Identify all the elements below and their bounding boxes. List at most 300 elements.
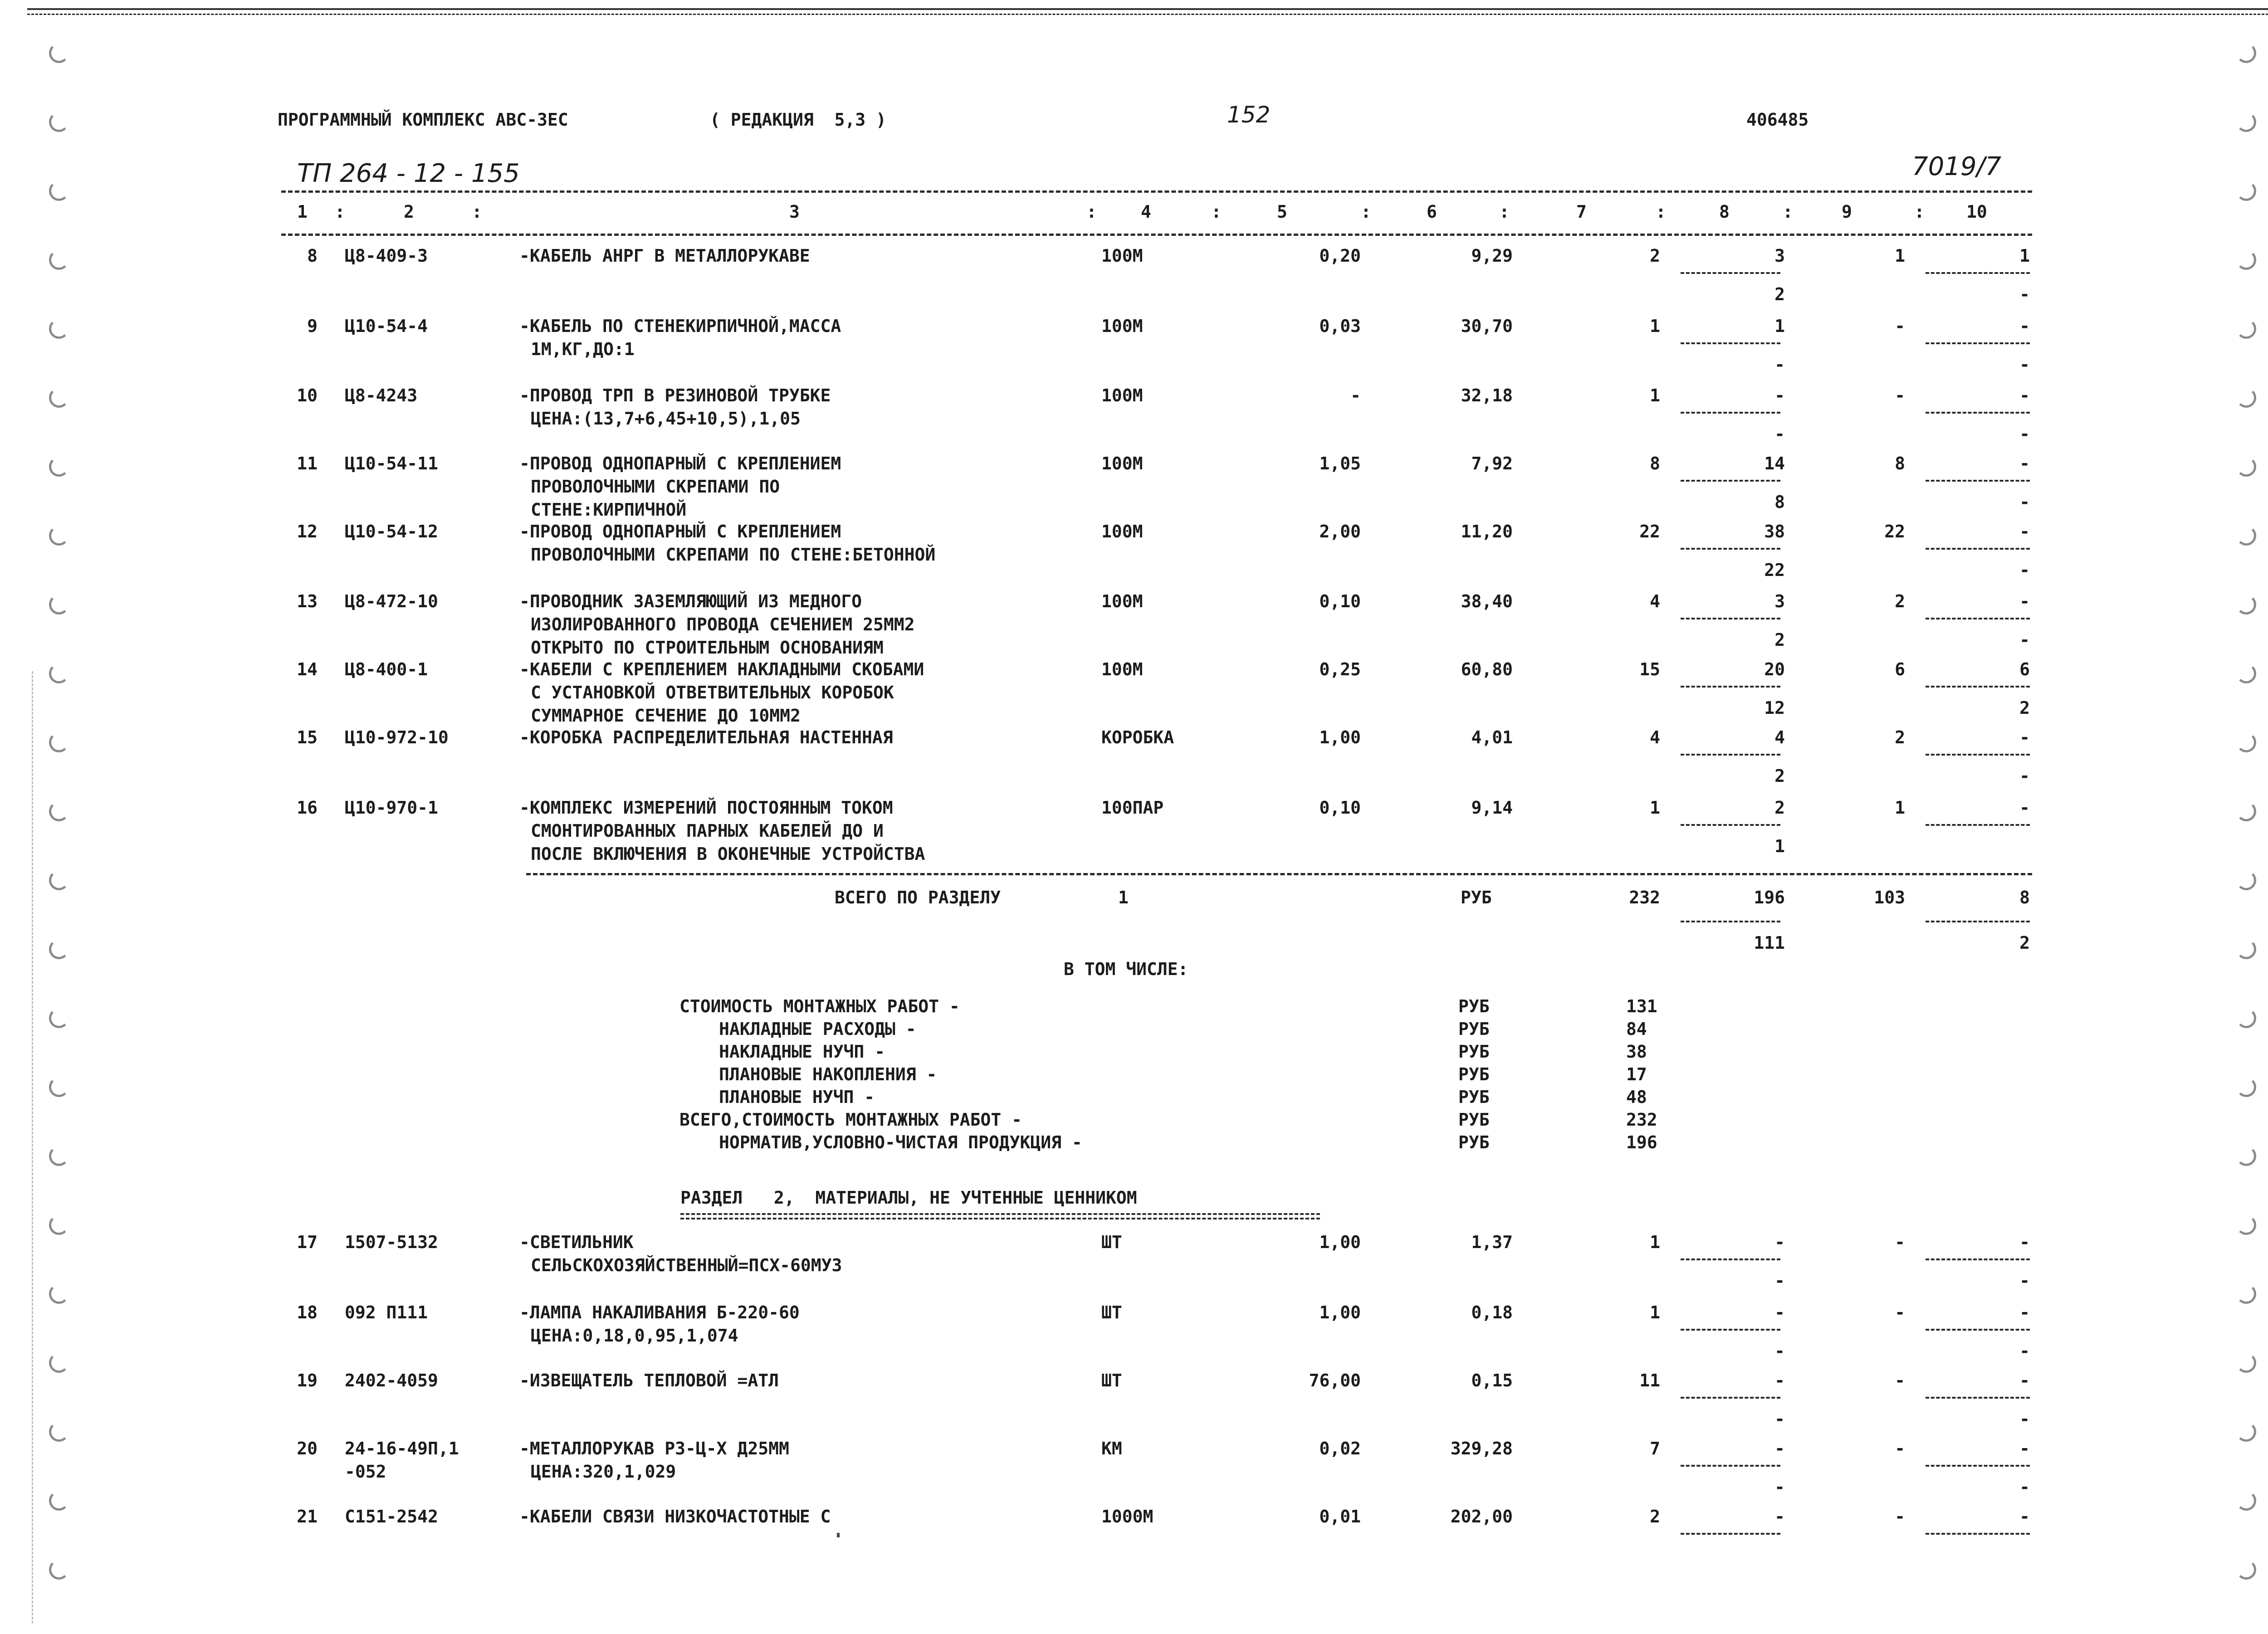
row-col10-sub: -: [2019, 284, 2030, 304]
row-description: -КАБЕЛИ СВЯЗИ НИЗКОЧАСТОТНЫЕ С: [519, 1507, 831, 1527]
row-col8-sub: -: [1774, 1477, 1785, 1497]
col10-divider: [1926, 618, 2030, 619]
col10-divider: [1926, 686, 2030, 688]
left-margin-line: [32, 671, 33, 1624]
row-code: Ц8-472-10: [345, 591, 438, 611]
row-code: Ц8-409-3: [345, 246, 428, 266]
row-col7: 11: [1639, 1371, 1660, 1390]
row-code: Ц8-4243: [345, 385, 418, 405]
tractor-hole: [49, 181, 69, 201]
summary-value: 17: [1626, 1064, 1647, 1084]
col10-divider: [1926, 1329, 2030, 1331]
section2-title: РАЗДЕЛ 2, МАТЕРИАЛЫ, НЕ УЧТЕННЫЕ ЦЕННИКОМ: [680, 1188, 1137, 1208]
tractor-hole: [2236, 1215, 2256, 1235]
summary-value: 196: [1626, 1132, 1657, 1152]
column-number: 9: [1842, 202, 1852, 222]
row-description: ЦЕНА:(13,7+6,45+10,5),1,05: [531, 409, 801, 429]
tractor-hole: [49, 1560, 69, 1580]
row-price: 60,80: [1461, 659, 1513, 679]
tractor-hole: [49, 319, 69, 339]
row-code: С151-2542: [345, 1507, 438, 1527]
row-quantity: 0,01: [1319, 1507, 1361, 1527]
row-number: 14: [297, 659, 318, 679]
row-col10: -: [2019, 385, 2030, 405]
row-quantity: 0,25: [1319, 659, 1361, 679]
row-code: Ц10-972-10: [345, 727, 449, 747]
total-col9: 103: [1874, 888, 1905, 907]
row-code: Ц10-970-1: [345, 798, 438, 818]
col8-divider: [1681, 1465, 1780, 1467]
row-quantity: 2,00: [1319, 522, 1361, 541]
row-quantity: 1,05: [1319, 454, 1361, 473]
row-col10-sub: -: [2019, 630, 2030, 650]
row-description: -ПРОВОДНИК ЗАЗЕМЛЯЮЩИЙ ИЗ МЕДНОГО: [519, 591, 862, 611]
row-col8-sub: 1: [1774, 836, 1785, 856]
column-number: 4: [1141, 202, 1151, 222]
summary-label: НАКЛАДНЫЕ НУЧП -: [719, 1042, 885, 1062]
row-col9: -: [1895, 316, 1905, 336]
row-quantity: 0,03: [1319, 316, 1361, 336]
tractor-hole: [49, 526, 69, 546]
row-col8-sub: 2: [1774, 630, 1785, 650]
col8-divider: [1681, 1397, 1780, 1399]
column-number: 3: [789, 202, 800, 222]
row-col9: 2: [1895, 727, 1905, 747]
row-number: 20: [297, 1439, 318, 1458]
row-unit: 1000М: [1101, 1507, 1154, 1527]
row-col9: 22: [1884, 522, 1905, 541]
row-number: 8: [307, 246, 318, 266]
pencil-mark: [837, 1533, 840, 1537]
row-col8: 14: [1764, 454, 1785, 473]
row-price: 38,40: [1461, 591, 1513, 611]
row-col7: 22: [1639, 522, 1660, 541]
tractor-hole: [2236, 112, 2256, 132]
row-col10: -: [2019, 798, 2030, 818]
row-col10-sub: -: [2019, 1409, 2030, 1429]
tractor-hole: [2236, 1422, 2256, 1442]
row-col8: -: [1774, 385, 1785, 405]
row-description: ПРОВОЛОЧНЫМИ СКРЕПАМИ ПО: [531, 477, 780, 497]
row-col9: 1: [1895, 798, 1905, 818]
row-col10: -: [2019, 316, 2030, 336]
row-unit: ШТ: [1101, 1302, 1122, 1322]
row-col10-sub: -: [2019, 1477, 2030, 1497]
col8-divider: [1681, 686, 1780, 688]
row-quantity: 0,10: [1319, 591, 1361, 611]
row-unit: 100М: [1101, 522, 1143, 541]
total-unit: РУБ: [1461, 888, 1492, 907]
row-col7: 1: [1650, 798, 1660, 818]
header-rule-bottom: [281, 234, 2032, 236]
tractor-hole: [2236, 801, 2256, 821]
col10-divider: [1926, 342, 2030, 344]
row-number: 17: [297, 1232, 318, 1252]
project-code: ТП 264 - 12 - 155: [297, 159, 520, 188]
tractor-hole: [2236, 595, 2256, 615]
tractor-hole: [2236, 732, 2256, 752]
row-col9: -: [1895, 1439, 1905, 1458]
row-quantity: 1,00: [1319, 1302, 1361, 1322]
row-col9: 2: [1895, 591, 1905, 611]
document-id: 406485: [1746, 110, 1809, 130]
row-description: ИЗОЛИРОВАННОГО ПРОВОДА СЕЧЕНИЕМ 25ММ2: [531, 615, 915, 634]
summary-value: 84: [1626, 1019, 1647, 1039]
row-col8: 38: [1764, 522, 1785, 541]
tractor-hole: [2236, 250, 2256, 270]
paper-top-perforation: [27, 14, 2268, 15]
row-description: -СВЕТИЛЬНИК: [519, 1232, 634, 1252]
col10-divider: [1926, 272, 2030, 274]
tractor-hole: [2236, 1560, 2256, 1580]
row-description: ПРОВОЛОЧНЫМИ СКРЕПАМИ ПО СТЕНЕ:БЕТОННОЙ: [531, 545, 936, 565]
tractor-hole: [2236, 457, 2256, 477]
row-col8: -: [1774, 1507, 1785, 1527]
row-col10: -: [2019, 591, 2030, 611]
row-col10-sub: -: [2019, 492, 2030, 512]
row-description: 1М,КГ,ДО:1: [531, 339, 635, 359]
row-description: -МЕТАЛЛОРУКАВ РЗ-Ц-Х Д25ММ: [519, 1439, 789, 1458]
row-description: -КОМПЛЕКС ИЗМЕРЕНИЙ ПОСТОЯННЫМ ТОКОМ: [519, 798, 893, 818]
row-description: СЕЛЬСКОХОЗЯЙСТВЕННЫЙ=ПСХ-60МУЗ: [531, 1255, 842, 1275]
row-number: 19: [297, 1371, 318, 1390]
row-number: 9: [307, 316, 318, 336]
row-col10-sub: -: [2019, 424, 2030, 444]
total-col10-divider: [1926, 921, 2030, 922]
row-col7: 8: [1650, 454, 1660, 473]
col10-divider: [1926, 824, 2030, 826]
row-code: Ц10-54-11: [345, 454, 438, 473]
total-col8: 196: [1754, 888, 1785, 907]
total-num: 1: [1118, 888, 1129, 907]
row-col7: 4: [1650, 727, 1660, 747]
row-col8: 1: [1774, 316, 1785, 336]
row-description: СТЕНЕ:КИРПИЧНОЙ: [531, 500, 687, 520]
tractor-hole: [2236, 870, 2256, 890]
row-col10: -: [2019, 522, 2030, 541]
col8-divider: [1681, 1258, 1780, 1260]
row-code: Ц8-400-1: [345, 659, 428, 679]
tractor-hole: [49, 595, 69, 615]
row-col9: 8: [1895, 454, 1905, 473]
summary-unit: РУБ: [1458, 996, 1490, 1016]
col8-divider: [1681, 342, 1780, 344]
column-separator: :: [1086, 202, 1097, 222]
row-description: -КАБЕЛИ С КРЕПЛЕНИЕМ НАКЛАДНЫМИ СКОБАМИ: [519, 659, 924, 679]
col8-divider: [1681, 548, 1780, 550]
row-description: ЦЕНА:320,1,029: [531, 1462, 676, 1482]
tractor-hole: [49, 1077, 69, 1097]
tractor-hole: [2236, 388, 2256, 408]
tractor-hole: [49, 43, 69, 63]
row-description: С УСТАНОВКОЙ ОТВЕТВИТЕЛЬНЫХ КОРОБОК: [531, 683, 894, 702]
col10-divider: [1926, 754, 2030, 756]
row-price: 30,70: [1461, 316, 1513, 336]
col8-divider: [1681, 412, 1780, 414]
row-description: СУММАРНОЕ СЕЧЕНИЕ ДО 10ММ2: [531, 706, 801, 726]
column-separator: :: [472, 202, 482, 222]
col8-divider: [1681, 618, 1780, 619]
row-number: 15: [297, 727, 318, 747]
section2-underline: [680, 1213, 1320, 1219]
row-code: 24-16-49П,1: [345, 1439, 459, 1458]
row-unit: КОРОБКА: [1101, 727, 1174, 747]
row-col10-sub: -: [2019, 355, 2030, 375]
row-col7: 1: [1650, 1232, 1660, 1252]
row-col8-sub: -: [1774, 424, 1785, 444]
row-price: 0,15: [1471, 1371, 1513, 1390]
row-unit: 100М: [1101, 246, 1143, 266]
row-col8: -: [1774, 1439, 1785, 1458]
column-number: 7: [1576, 202, 1587, 222]
row-col10: -: [2019, 1439, 2030, 1458]
edition-label: ( РЕДАКЦИЯ 5,3 ): [710, 110, 886, 130]
row-number: 21: [297, 1507, 318, 1527]
row-col9: -: [1895, 385, 1905, 405]
row-col10-sub: -: [2019, 1341, 2030, 1361]
row-quantity: 76,00: [1309, 1371, 1361, 1390]
sheet-reference: 7019/7: [1912, 152, 2002, 181]
row-col7: 4: [1650, 591, 1660, 611]
row-price: 202,00: [1450, 1507, 1513, 1527]
row-price: 1,37: [1471, 1232, 1513, 1252]
row-price: 32,18: [1461, 385, 1513, 405]
row-price: 0,18: [1471, 1302, 1513, 1322]
col8-divider: [1681, 1533, 1780, 1535]
tractor-hole: [2236, 319, 2256, 339]
row-col10-sub: -: [2019, 560, 2030, 580]
col10-divider: [1926, 480, 2030, 482]
row-quantity: 0,02: [1319, 1439, 1361, 1458]
row-col10: -: [2019, 1371, 2030, 1390]
row-number: 16: [297, 798, 318, 818]
row-description: -ПРОВОД ОДНОПАРНЫЙ С КРЕПЛЕНИЕМ: [519, 454, 841, 473]
row-price: 329,28: [1450, 1439, 1513, 1458]
summary-unit: РУБ: [1458, 1087, 1490, 1107]
summary-label: ВСЕГО,СТОИМОСТЬ МОНТАЖНЫХ РАБОТ -: [679, 1110, 1022, 1130]
tractor-hole: [2236, 43, 2256, 63]
row-col8: 2: [1774, 798, 1785, 818]
column-separator: :: [1211, 202, 1222, 222]
row-description: -КАБЕЛЬ ПО СТЕНЕКИРПИЧНОЙ,МАССА: [519, 316, 841, 336]
col8-divider: [1681, 1329, 1780, 1331]
row-col10-sub: -: [2019, 766, 2030, 786]
row-number: 12: [297, 522, 318, 541]
tractor-hole: [2236, 1146, 2256, 1166]
program-title: ПРОГРАММНЫЙ КОМПЛЕКС АВС-ЗЕС: [278, 110, 568, 130]
row-quantity: -: [1350, 385, 1361, 405]
summary-unit: РУБ: [1458, 1132, 1490, 1152]
row-col7: 1: [1650, 385, 1660, 405]
header-rule-top: [281, 190, 2032, 193]
row-price: 9,29: [1471, 246, 1513, 266]
row-col10: -: [2019, 727, 2030, 747]
tractor-hole: [49, 1284, 69, 1304]
summary-unit: РУБ: [1458, 1110, 1490, 1130]
tractor-hole: [2236, 663, 2256, 683]
row-description: ПОСЛЕ ВКЛЮЧЕНИЯ В ОКОНЕЧНЫЕ УСТРОЙСТВА: [531, 844, 925, 864]
including-label: В ТОМ ЧИСЛЕ:: [1064, 959, 1188, 979]
column-number: 1: [297, 202, 308, 222]
summary-label: ПЛАНОВЫЕ НАКОПЛЕНИЯ -: [719, 1064, 937, 1084]
col10-divider: [1926, 1397, 2030, 1399]
tractor-hole: [49, 1422, 69, 1442]
row-unit: 100ПАР: [1101, 798, 1164, 818]
row-price: 7,92: [1471, 454, 1513, 473]
row-col10-sub: -: [2019, 1271, 2030, 1291]
row-quantity: 1,00: [1319, 1232, 1361, 1252]
row-col9: -: [1895, 1302, 1905, 1322]
row-unit: КМ: [1101, 1439, 1122, 1458]
row-col8-sub: 8: [1774, 492, 1785, 512]
col10-divider: [1926, 1258, 2030, 1260]
tractor-hole: [2236, 1284, 2256, 1304]
row-col10: -: [2019, 1302, 2030, 1322]
row-col7: 1: [1650, 316, 1660, 336]
tractor-hole: [49, 939, 69, 959]
row-col7: 2: [1650, 246, 1660, 266]
summary-unit: РУБ: [1458, 1064, 1490, 1084]
col10-divider: [1926, 548, 2030, 550]
row-col10-sub: 2: [2019, 698, 2030, 718]
summary-value: 38: [1626, 1042, 1647, 1062]
row-col8: -: [1774, 1371, 1785, 1390]
row-description: -ПРОВОД ТРП В РЕЗИНОВОЙ ТРУБКЕ: [519, 385, 831, 405]
row-description: -КОРОБКА РАСПРЕДЕЛИТЕЛЬНАЯ НАСТЕННАЯ: [519, 727, 893, 747]
row-col8-sub: -: [1774, 1271, 1785, 1291]
tractor-hole: [49, 1215, 69, 1235]
row-number: 11: [297, 454, 318, 473]
row-col7: 15: [1639, 659, 1660, 679]
column-separator: :: [1656, 202, 1666, 222]
row-col8-sub: -: [1774, 355, 1785, 375]
col10-divider: [1926, 1465, 2030, 1467]
column-number: 5: [1277, 202, 1287, 222]
column-number: 10: [1966, 202, 1987, 222]
row-unit: ШТ: [1101, 1232, 1122, 1252]
row-col8-sub: -: [1774, 1409, 1785, 1429]
row-col7: 2: [1650, 1507, 1660, 1527]
tractor-hole: [49, 388, 69, 408]
row-code: Ц10-54-12: [345, 522, 438, 541]
column-separator: :: [1499, 202, 1510, 222]
tractor-hole: [49, 870, 69, 890]
total-col10: 8: [2019, 888, 2030, 907]
row-unit: ШТ: [1101, 1371, 1122, 1390]
tractor-hole: [2236, 181, 2256, 201]
row-col8-sub: 2: [1774, 766, 1785, 786]
column-separator: :: [1361, 202, 1371, 222]
row-col8-sub: -: [1774, 1341, 1785, 1361]
row-code-cont: -052: [345, 1462, 386, 1482]
row-description: -ИЗВЕЩАТЕЛЬ ТЕПЛОВОЙ =АТЛ: [519, 1371, 779, 1390]
row-number: 18: [297, 1302, 318, 1322]
row-price: 4,01: [1471, 727, 1513, 747]
summary-value: 131: [1626, 996, 1657, 1016]
total-col8-sub: 111: [1754, 933, 1785, 953]
total-label: ВСЕГО ПО РАЗДЕЛУ: [835, 888, 1001, 907]
summary-label: НОРМАТИВ,УСЛОВНО-ЧИСТАЯ ПРОДУКЦИЯ -: [719, 1132, 1082, 1152]
row-col10: 6: [2019, 659, 2030, 679]
summary-label: НАКЛАДНЫЕ РАСХОДЫ -: [719, 1019, 916, 1039]
tractor-hole: [2236, 1077, 2256, 1097]
row-col8: -: [1774, 1232, 1785, 1252]
row-col7: 1: [1650, 1302, 1660, 1322]
column-separator: :: [1914, 202, 1925, 222]
col8-divider: [1681, 480, 1780, 482]
row-quantity: 0,20: [1319, 246, 1361, 266]
row-col10: -: [2019, 454, 2030, 473]
row-col10: -: [2019, 1232, 2030, 1252]
tractor-hole: [2236, 526, 2256, 546]
tractor-hole: [2236, 1008, 2256, 1028]
row-code: 1507-5132: [345, 1232, 438, 1252]
row-code: Ц10-54-4: [345, 316, 428, 336]
tractor-hole: [49, 1146, 69, 1166]
row-col9: 6: [1895, 659, 1905, 679]
row-description: -КАБЕЛЬ АНРГ В МЕТАЛЛОРУКАВЕ: [519, 246, 810, 266]
summary-unit: РУБ: [1458, 1019, 1490, 1039]
col8-divider: [1681, 272, 1780, 274]
tractor-hole: [49, 457, 69, 477]
summary-value: 232: [1626, 1110, 1657, 1130]
row-unit: 100М: [1101, 659, 1143, 679]
row-unit: 100М: [1101, 454, 1143, 473]
tractor-hole: [49, 801, 69, 821]
row-number: 13: [297, 591, 318, 611]
row-price: 11,20: [1461, 522, 1513, 541]
row-col8-sub: 2: [1774, 284, 1785, 304]
row-description: ОТКРЫТО ПО СТРОИТЕЛЬНЫМ ОСНОВАНИЯМ: [531, 638, 884, 658]
row-col9: -: [1895, 1507, 1905, 1527]
row-code: 2402-4059: [345, 1371, 438, 1390]
summary-unit: РУБ: [1458, 1042, 1490, 1062]
row-unit: 100М: [1101, 316, 1143, 336]
tractor-hole: [49, 250, 69, 270]
row-col10: 1: [2019, 246, 2030, 266]
summary-value: 48: [1626, 1087, 1647, 1107]
row-unit: 100М: [1101, 385, 1143, 405]
row-col8: 3: [1774, 591, 1785, 611]
summary-label: ПЛАНОВЫЕ НУЧП -: [719, 1087, 875, 1107]
row-col8: 3: [1774, 246, 1785, 266]
row-number: 10: [297, 385, 318, 405]
row-description: -ПРОВОД ОДНОПАРНЫЙ С КРЕПЛЕНИЕМ: [519, 522, 841, 541]
row-col9: -: [1895, 1232, 1905, 1252]
row-col9: -: [1895, 1371, 1905, 1390]
row-col8: 4: [1774, 727, 1785, 747]
tractor-hole: [49, 732, 69, 752]
column-separator: :: [335, 202, 345, 222]
col8-divider: [1681, 824, 1780, 826]
row-description: ЦЕНА:0,18,0,95,1,074: [531, 1326, 738, 1346]
page-number: 152: [1227, 102, 1271, 128]
row-col8: 20: [1764, 659, 1785, 679]
column-number: 8: [1719, 202, 1730, 222]
tractor-hole: [49, 663, 69, 683]
col8-divider: [1681, 754, 1780, 756]
row-col10: -: [2019, 1507, 2030, 1527]
summary-label: СТОИМОСТЬ МОНТАЖНЫХ РАБОТ -: [679, 996, 960, 1016]
tractor-hole: [49, 112, 69, 132]
paper-top-edge: [27, 8, 2268, 10]
column-number: 2: [404, 202, 414, 222]
total-col8-divider: [1681, 921, 1780, 922]
row-description: -ЛАМПА НАКАЛИВАНИЯ Б-220-60: [519, 1302, 800, 1322]
tractor-hole: [49, 1008, 69, 1028]
tractor-hole: [2236, 939, 2256, 959]
col10-divider: [1926, 1533, 2030, 1535]
